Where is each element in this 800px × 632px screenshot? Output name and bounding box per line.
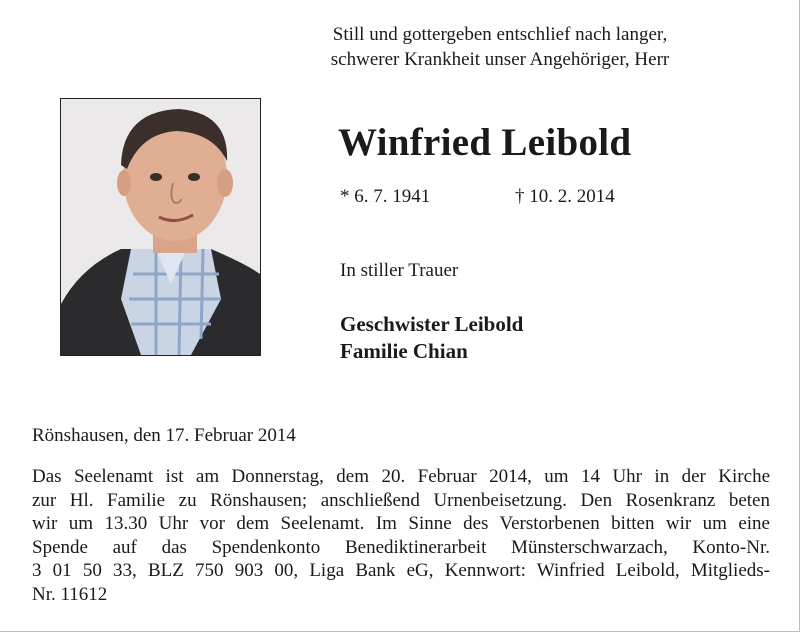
death-date: † 10. 2. 2014 [515,186,615,207]
intro-line-2: schwerer Krankheit unser Angehöriger, Herr [330,49,670,70]
birth-date: * 6. 7. 1941 [340,186,431,207]
family-name: Geschwister Leibold [340,312,524,336]
mourning-phrase: In stiller Trauer [340,260,459,281]
portrait-icon [61,99,260,355]
notice-line: Das Seelenamt ist am Donnerstag, dem 20. Februar 2014, um 14 Uhr in der Kirche [32,466,770,487]
notice-line: Spende auf das Spendenkonto Benediktinerarbeit Münsterschwarzach, Konto-Nr. [32,536,770,558]
notice-line: 3 01 50 33, BLZ 750 903 00, Liga Bank eG, Kennwort: Winfried Leibold, Mitglieds- [32,560,770,581]
place-date: Rönshausen, den 17. Februar 2014 [32,425,296,446]
family-name: Familie Chian [340,339,468,363]
notice-line: zur Hl. Familie zu Rönshausen; anschließend Urnenbeisetzung. Den Rosenkranz beten [32,489,770,511]
intro-text [260,22,740,72]
notice-text [32,465,770,606]
notice-line: Nr. 11612 [32,583,108,605]
portrait-photo [60,98,261,356]
intro-line-1: Still und gottergeben entschlief nach langer, [332,24,668,45]
notice-line: wir um 13.30 Uhr vor dem Seelenamt. Im Sinne des Verstorbenen bitten wir um eine [32,513,770,534]
deceased-name: Winfried Leibold [338,121,632,164]
family-names [340,311,523,365]
